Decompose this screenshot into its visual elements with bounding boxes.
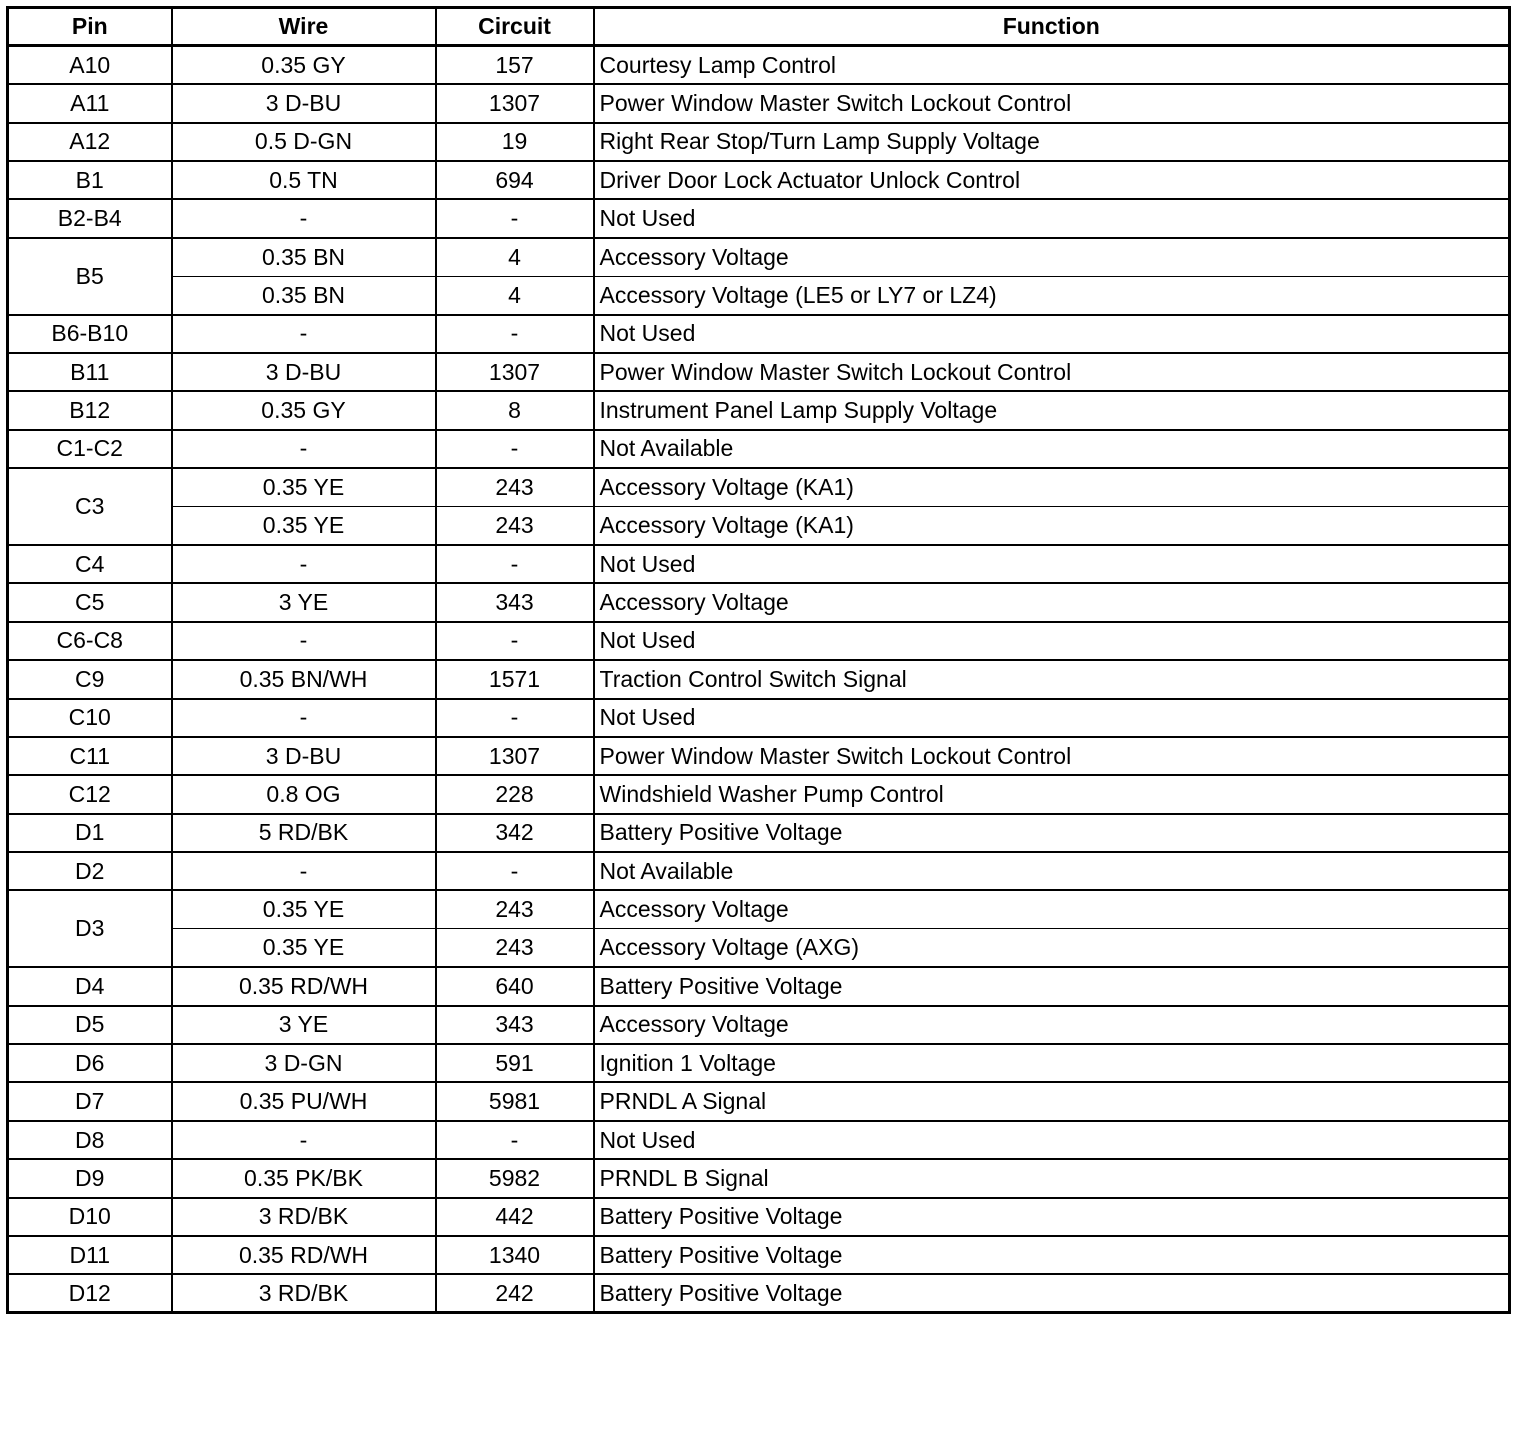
cell-circuit: 242 xyxy=(436,1274,594,1312)
cell-pin: B6-B10 xyxy=(8,315,172,353)
cell-function: Accessory Voltage xyxy=(594,583,1510,621)
cell-function: Power Window Master Switch Lockout Control xyxy=(594,737,1510,775)
cell-circuit: 243 xyxy=(436,507,594,545)
table-row xyxy=(8,660,1510,698)
cell-pin: C3 xyxy=(8,468,172,545)
cell-pin: A11 xyxy=(8,84,172,122)
table-row xyxy=(8,1082,1510,1120)
cell-circuit: 228 xyxy=(436,775,594,813)
header-circuit: Circuit xyxy=(436,8,594,46)
cell-pin: C5 xyxy=(8,583,172,621)
cell-pin: C4 xyxy=(8,545,172,583)
table-row xyxy=(8,545,1510,583)
cell-circuit: - xyxy=(436,199,594,237)
cell-wire: - xyxy=(172,430,436,468)
table-row xyxy=(8,430,1510,468)
cell-function: PRNDL A Signal xyxy=(594,1082,1510,1120)
cell-pin: C1-C2 xyxy=(8,430,172,468)
cell-wire: - xyxy=(172,622,436,660)
cell-pin: B5 xyxy=(8,238,172,315)
table-row xyxy=(8,1159,1510,1197)
cell-function: Power Window Master Switch Lockout Control xyxy=(594,353,1510,391)
cell-pin: B11 xyxy=(8,353,172,391)
cell-pin: B1 xyxy=(8,161,172,199)
cell-wire: 0.35 YE xyxy=(172,507,436,545)
cell-circuit: 1340 xyxy=(436,1236,594,1274)
table-body xyxy=(8,46,1510,1313)
cell-function: Not Used xyxy=(594,315,1510,353)
cell-circuit: 343 xyxy=(436,1006,594,1044)
table-row xyxy=(8,852,1510,890)
cell-circuit: 243 xyxy=(436,890,594,928)
table-row xyxy=(8,199,1510,237)
table-row xyxy=(8,967,1510,1005)
cell-wire: 0.35 YE xyxy=(172,890,436,928)
cell-function: Battery Positive Voltage xyxy=(594,814,1510,852)
cell-function: Battery Positive Voltage xyxy=(594,1198,1510,1236)
cell-circuit: - xyxy=(436,315,594,353)
cell-wire: - xyxy=(172,199,436,237)
cell-wire: 0.35 BN xyxy=(172,276,436,314)
cell-wire: 0.35 GY xyxy=(172,46,436,84)
cell-wire: 0.35 YE xyxy=(172,468,436,506)
cell-pin: D10 xyxy=(8,1198,172,1236)
cell-function: Courtesy Lamp Control xyxy=(594,46,1510,84)
table-row xyxy=(8,161,1510,199)
cell-wire: 3 D-BU xyxy=(172,353,436,391)
cell-wire: 0.35 PU/WH xyxy=(172,1082,436,1120)
cell-pin: C10 xyxy=(8,699,172,737)
cell-circuit: - xyxy=(436,1121,594,1159)
cell-pin: D8 xyxy=(8,1121,172,1159)
table-row xyxy=(8,583,1510,621)
cell-function: PRNDL B Signal xyxy=(594,1159,1510,1197)
table-row xyxy=(8,84,1510,122)
cell-pin: D11 xyxy=(8,1236,172,1274)
cell-circuit: 4 xyxy=(436,238,594,276)
table-row xyxy=(8,315,1510,353)
table-row xyxy=(8,238,1510,276)
cell-circuit: - xyxy=(436,622,594,660)
cell-circuit: 442 xyxy=(436,1198,594,1236)
table-row xyxy=(8,46,1510,84)
cell-wire: - xyxy=(172,315,436,353)
cell-circuit: 8 xyxy=(436,391,594,429)
cell-function: Accessory Voltage xyxy=(594,890,1510,928)
cell-function: Not Used xyxy=(594,699,1510,737)
cell-function: Battery Positive Voltage xyxy=(594,1236,1510,1274)
cell-function: Battery Positive Voltage xyxy=(594,1274,1510,1312)
cell-pin: D5 xyxy=(8,1006,172,1044)
cell-circuit: 342 xyxy=(436,814,594,852)
table-row xyxy=(8,699,1510,737)
cell-wire: 0.35 GY xyxy=(172,391,436,429)
header-pin: Pin xyxy=(8,8,172,46)
cell-function: Not Used xyxy=(594,622,1510,660)
cell-pin: B12 xyxy=(8,391,172,429)
cell-wire: 3 RD/BK xyxy=(172,1198,436,1236)
cell-function: Traction Control Switch Signal xyxy=(594,660,1510,698)
cell-function: Accessory Voltage (KA1) xyxy=(594,507,1510,545)
cell-function: Accessory Voltage (LE5 or LY7 or LZ4) xyxy=(594,276,1510,314)
cell-circuit: 5982 xyxy=(436,1159,594,1197)
cell-circuit: 4 xyxy=(436,276,594,314)
table-row xyxy=(8,929,1510,967)
cell-pin: C11 xyxy=(8,737,172,775)
cell-wire: - xyxy=(172,699,436,737)
cell-wire: - xyxy=(172,1121,436,1159)
cell-function: Windshield Washer Pump Control xyxy=(594,775,1510,813)
cell-pin: D9 xyxy=(8,1159,172,1197)
cell-circuit: 1307 xyxy=(436,737,594,775)
table-row xyxy=(8,1121,1510,1159)
cell-circuit: - xyxy=(436,545,594,583)
connector-pinout-table xyxy=(6,6,1511,1314)
table-row xyxy=(8,737,1510,775)
cell-wire: 0.35 BN xyxy=(172,238,436,276)
cell-wire: 0.35 RD/WH xyxy=(172,1236,436,1274)
cell-wire: 3 D-BU xyxy=(172,84,436,122)
table-row xyxy=(8,391,1510,429)
cell-pin: D6 xyxy=(8,1044,172,1082)
cell-circuit: 243 xyxy=(436,468,594,506)
table-row xyxy=(8,622,1510,660)
cell-wire: - xyxy=(172,545,436,583)
table-row xyxy=(8,814,1510,852)
cell-function: Accessory Voltage xyxy=(594,1006,1510,1044)
cell-circuit: 694 xyxy=(436,161,594,199)
cell-function: Power Window Master Switch Lockout Control xyxy=(594,84,1510,122)
table-row xyxy=(8,353,1510,391)
cell-function: Accessory Voltage (KA1) xyxy=(594,468,1510,506)
cell-circuit: 1571 xyxy=(436,660,594,698)
table-row xyxy=(8,276,1510,314)
cell-pin: D4 xyxy=(8,967,172,1005)
cell-pin: A10 xyxy=(8,46,172,84)
cell-circuit: 19 xyxy=(436,123,594,161)
cell-wire: 5 RD/BK xyxy=(172,814,436,852)
cell-wire: 0.5 D-GN xyxy=(172,123,436,161)
table-row xyxy=(8,1006,1510,1044)
cell-wire: 3 YE xyxy=(172,1006,436,1044)
cell-wire: 3 D-BU xyxy=(172,737,436,775)
cell-circuit: 1307 xyxy=(436,353,594,391)
cell-function: Battery Positive Voltage xyxy=(594,967,1510,1005)
cell-pin: C12 xyxy=(8,775,172,813)
cell-wire: 0.35 PK/BK xyxy=(172,1159,436,1197)
cell-wire: 0.35 BN/WH xyxy=(172,660,436,698)
cell-circuit: - xyxy=(436,430,594,468)
cell-function: Driver Door Lock Actuator Unlock Control xyxy=(594,161,1510,199)
cell-wire: 0.5 TN xyxy=(172,161,436,199)
cell-pin: D3 xyxy=(8,890,172,967)
cell-circuit: 591 xyxy=(436,1044,594,1082)
table-row xyxy=(8,1274,1510,1312)
table-row xyxy=(8,123,1510,161)
cell-circuit: 157 xyxy=(436,46,594,84)
cell-function: Not Available xyxy=(594,852,1510,890)
cell-wire: 0.35 YE xyxy=(172,929,436,967)
cell-function: Right Rear Stop/Turn Lamp Supply Voltage xyxy=(594,123,1510,161)
cell-wire: 3 D-GN xyxy=(172,1044,436,1082)
cell-circuit: 640 xyxy=(436,967,594,1005)
cell-wire: 3 YE xyxy=(172,583,436,621)
table-row xyxy=(8,1236,1510,1274)
cell-function: Ignition 1 Voltage xyxy=(594,1044,1510,1082)
cell-function: Not Used xyxy=(594,545,1510,583)
cell-circuit: 5981 xyxy=(436,1082,594,1120)
cell-circuit: 1307 xyxy=(436,84,594,122)
cell-function: Not Used xyxy=(594,199,1510,237)
table-row xyxy=(8,468,1510,506)
cell-wire: - xyxy=(172,852,436,890)
cell-pin: C6-C8 xyxy=(8,622,172,660)
cell-pin: A12 xyxy=(8,123,172,161)
cell-circuit: - xyxy=(436,699,594,737)
cell-function: Accessory Voltage xyxy=(594,238,1510,276)
cell-function: Not Available xyxy=(594,430,1510,468)
cell-wire: 0.35 RD/WH xyxy=(172,967,436,1005)
cell-pin: B2-B4 xyxy=(8,199,172,237)
cell-wire: 0.8 OG xyxy=(172,775,436,813)
table-row xyxy=(8,890,1510,928)
table-row xyxy=(8,1044,1510,1082)
table-row xyxy=(8,507,1510,545)
table-row xyxy=(8,1198,1510,1236)
header-row xyxy=(8,8,1510,46)
cell-pin: D1 xyxy=(8,814,172,852)
cell-function: Accessory Voltage (AXG) xyxy=(594,929,1510,967)
cell-function: Not Used xyxy=(594,1121,1510,1159)
header-wire: Wire xyxy=(172,8,436,46)
cell-wire: 3 RD/BK xyxy=(172,1274,436,1312)
cell-pin: D2 xyxy=(8,852,172,890)
cell-function: Instrument Panel Lamp Supply Voltage xyxy=(594,391,1510,429)
cell-pin: C9 xyxy=(8,660,172,698)
header-function: Function xyxy=(594,8,1510,46)
cell-circuit: - xyxy=(436,852,594,890)
cell-circuit: 243 xyxy=(436,929,594,967)
cell-pin: D7 xyxy=(8,1082,172,1120)
cell-pin: D12 xyxy=(8,1274,172,1312)
cell-circuit: 343 xyxy=(436,583,594,621)
table-row xyxy=(8,775,1510,813)
